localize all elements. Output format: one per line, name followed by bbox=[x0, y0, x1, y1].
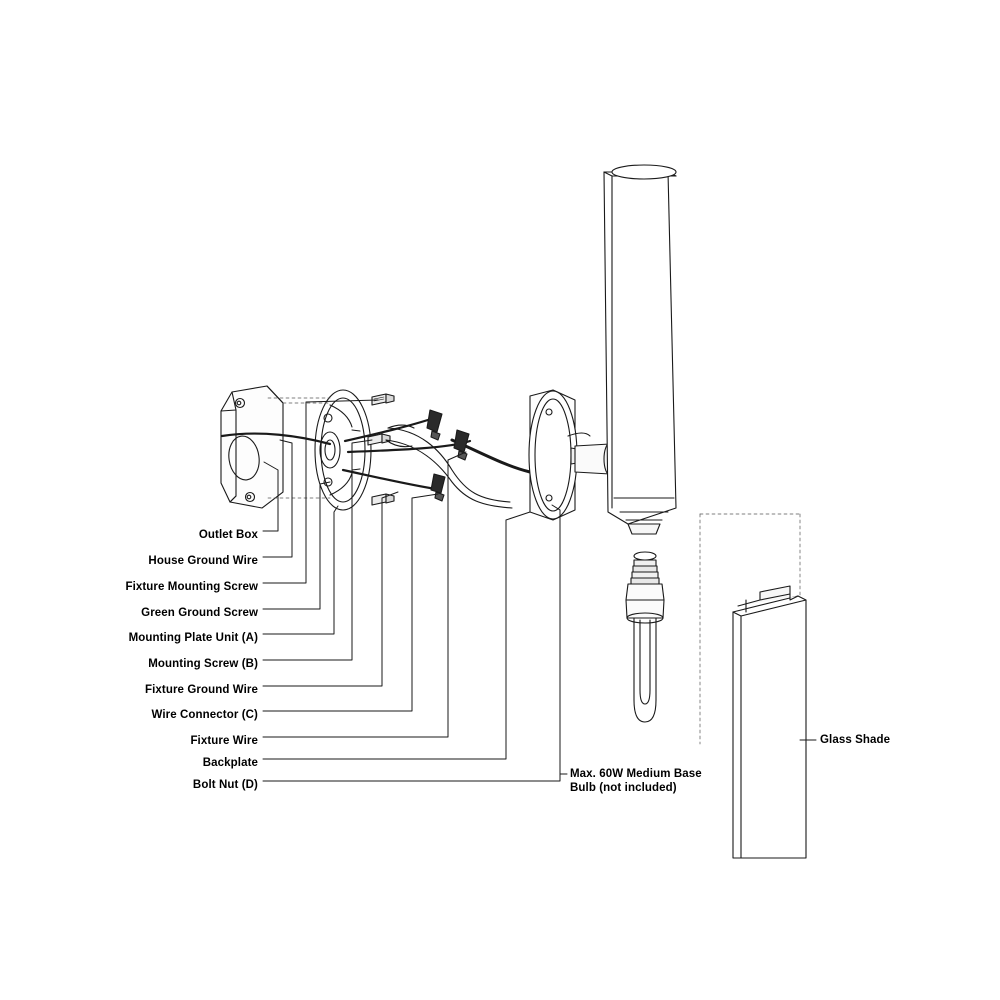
fixture-body-shape bbox=[604, 165, 676, 534]
label-mounting-screw-b: Mounting Screw (B) bbox=[148, 658, 258, 670]
label-outlet-box: Outlet Box bbox=[198, 529, 258, 541]
label-glass-shade: Glass Shade bbox=[820, 734, 891, 746]
label-bolt-nut-d: Bolt Nut (D) bbox=[192, 779, 258, 791]
glass-shade-shape bbox=[733, 586, 806, 858]
label-backplate: Backplate bbox=[202, 757, 258, 769]
label-bulb-spec bbox=[570, 767, 730, 795]
label-fixture-ground-wire: Fixture Ground Wire bbox=[145, 684, 258, 696]
bulb-shape bbox=[626, 552, 664, 722]
wire-connector-c3-shape bbox=[431, 474, 445, 501]
bolt-nut-d-shape bbox=[372, 494, 394, 505]
label-mounting-plate-unit-a: Mounting Plate Unit (A) bbox=[128, 632, 258, 644]
backplate-bracket-shape bbox=[386, 425, 512, 508]
label-house-ground-wire: House Ground Wire bbox=[148, 555, 258, 567]
label-bulb-spec-line2: Bulb (not included) bbox=[570, 782, 677, 794]
label-bulb-spec-line1: Max. 60W Medium Base bbox=[570, 768, 702, 780]
fixture-mounting-screw-shape bbox=[372, 394, 394, 405]
label-green-ground-screw: Green Ground Screw bbox=[141, 607, 258, 619]
mounting-plate-shape bbox=[315, 390, 371, 510]
wire-connector-c-shape bbox=[427, 410, 442, 440]
label-fixture-mounting-screw: Fixture Mounting Screw bbox=[125, 581, 258, 593]
label-fixture-wire: Fixture Wire bbox=[190, 735, 258, 747]
label-wire-connector-c: Wire Connector (C) bbox=[151, 709, 258, 721]
outlet-box-shape bbox=[221, 386, 283, 508]
